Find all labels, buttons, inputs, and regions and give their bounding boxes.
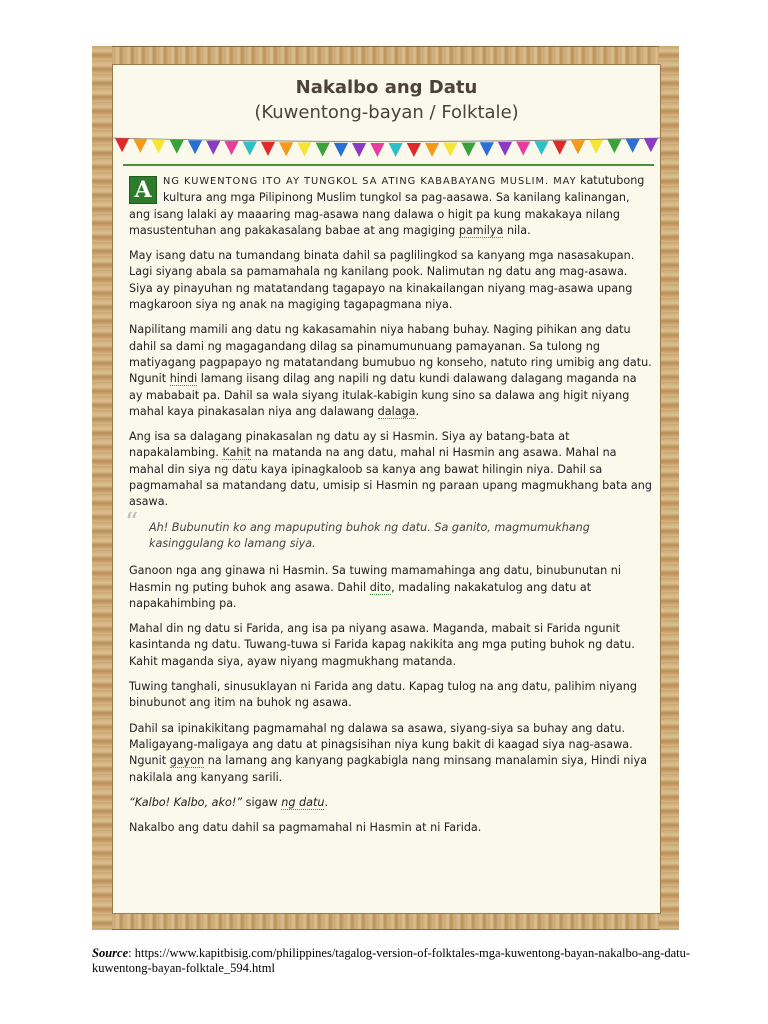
bunting-flag <box>443 143 457 157</box>
bunting-flag <box>297 142 311 156</box>
bunting-flag <box>498 142 512 156</box>
link-gayon[interactable]: gayon <box>169 754 205 768</box>
source-url[interactable]: : https://www.kapitbisig.com/philippines/tagalog-version-of-folktales-mga-kuwentong-bayan-nakalbo-ang-datu-kuwentong-bayan-folktale_594.html <box>92 946 691 975</box>
quote-text: Ah! Bubunutin ko ang mapuputing buhok ng datu. Sa ganito, magmumukhang kasinggulang ko lamang siya. <box>149 520 590 550</box>
page-subtitle: (Kuwentong-bayan / Folktale) <box>254 102 519 123</box>
bunting-flag <box>571 140 585 154</box>
link-dito[interactable]: dito <box>369 580 392 594</box>
bunting-flag <box>644 138 658 152</box>
bunting-flag <box>334 143 348 157</box>
bunting-flag <box>133 139 147 153</box>
p8-text-a: Dahil sa ipinakikitang pagmamahal ng dalawa sa asawa, siyang-siya sa buhay ang datu. Maligayang-maligaya ang datu at pinagsisihan niya kung bakit di kaagad siya nag-asawa. Ngunit <box>129 721 633 768</box>
bunting-flag <box>352 143 366 157</box>
bunting-flag <box>151 139 165 153</box>
green-divider <box>123 164 654 166</box>
bunting-flag <box>243 142 257 156</box>
p8-text-b: na lamang ang kanyang pagkabigla nang minsang manalamin siya, Hindi niya nakilala ang kanyang sarili. <box>129 754 647 784</box>
paragraph-3 <box>129 322 653 420</box>
story-body <box>125 173 653 845</box>
p3-text-a: Napilitang mamili ang datu ng kakasamahin niya habang buhay. Naging pihikan ang datu dahil sa dami ng magagandang dilag sa pinamumunuang pamayanan. Sa tulong ng matiyagang pagpapayo ng matatandang bumubuo ng konseho, natuto ring umibig ang datu. Ngunit <box>129 323 652 386</box>
bunting-decoration <box>113 135 660 159</box>
link-kahit[interactable]: Kahit <box>222 446 252 460</box>
bunting-flag <box>389 143 403 157</box>
bunting-flag <box>316 143 330 157</box>
bunting-flag <box>516 142 530 156</box>
bunting-flag <box>261 142 275 156</box>
bunting-flag <box>480 142 494 156</box>
bunting-flag <box>407 143 421 157</box>
link-dalaga[interactable]: dalaga <box>377 404 416 418</box>
paragraph-4 <box>129 429 653 510</box>
bunting-flag <box>170 140 184 154</box>
p9-end: . <box>324 795 329 809</box>
source-label: Source <box>92 946 129 960</box>
paragraph-2: May isang datu na tumandang binata dahil sa paglilingkod sa kanyang mga nasasakupan. Lagi siyang abala sa pamamahala ng kanilang pook. Nalimutan ng datu ang mag-asawa. Siya ay pinayuhan ng matatandang tagapayo na kinakailangan niyang mag-asawa upang magkaroon siya ng anak na magiging tagapagmana niya. <box>129 249 635 312</box>
bunting-flag <box>279 142 293 156</box>
bunting-flag <box>425 143 439 157</box>
intro-caps: NG KUWENTONG ITO AY TUNGKOL SA ATING KABABAYANG MUSLIM. MAY <box>163 176 577 187</box>
p4-text-a: Ang isa sa dalagang pinakasalan ng datu ay si Hasmin. Siya ay batang-bata at napakalambing. <box>129 430 570 460</box>
paragraph-10: Nakalbo ang datu dahil sa pagmamahal ni Hasmin at ni Farida. <box>129 821 482 835</box>
quote-block <box>125 507 653 553</box>
link-ng-datu[interactable]: ng datu <box>281 795 325 809</box>
p5-text-a: Ganoon nga ang ginawa ni Hasmin. Sa tuwing mamamahinga ang datu, binubunutan ni Hasmin ng puting buhok ang asawa. Dahil <box>129 564 621 594</box>
source-citation <box>92 946 692 976</box>
bunting-flag <box>224 141 238 155</box>
bunting-flag <box>115 138 129 152</box>
exclamation-quote: “Kalbo! Kalbo, ako!” <box>129 795 243 809</box>
bunting-flag <box>607 139 621 153</box>
intro-tail: nila. <box>503 223 531 237</box>
quote-mark-icon: “ <box>125 507 139 538</box>
paragraph-6: Mahal din ng datu si Farida, ang isa pa niyang asawa. Maganda, mabait si Farida ngunit kasintanda ng datu. Tuwang-tuwa si Farida kapag nakikita ang mga puting buhok ng datu. Kahit maganda siya, ayaw niyang magmukhang matanda. <box>129 622 635 668</box>
bunting-flag <box>589 140 603 154</box>
drop-cap: A <box>129 176 157 204</box>
page-title: Nakalbo ang Datu <box>295 77 478 98</box>
p5-text-b: , madaling nakakatulog ang datu at napakahimbing pa. <box>129 580 592 610</box>
paragraph-8 <box>129 721 653 786</box>
bunting-flag <box>626 139 640 153</box>
p3-text-c: . <box>415 404 420 418</box>
intro-paragraph <box>129 173 653 239</box>
bamboo-frame-right <box>659 46 679 930</box>
bunting-flag <box>188 140 202 154</box>
bunting-flag <box>206 141 220 155</box>
bunting-flag <box>553 141 567 155</box>
p4-text-b: na matanda na ang datu, mahal ni Hasmin ang asawa. Mahal na mahal din siya ng datu kaya ipinagkaloob sa kanya ang bawat hilingin niya. Dahil sa pagmamahal sa matandang datu, umisip si Hasmin ng paraan upang magmukhang bata ang asawa. <box>129 446 652 509</box>
story-page <box>112 64 661 914</box>
bunting-flag <box>461 142 475 156</box>
intro-text: katutubong kultura ang mga Pilipinong Muslim tungkol sa pag-aasawa. Sa kanilang kalinangan, ang isang lalaki ay maaaring mag-asawa nang dalawa o higit pa kung makakaya nilang masustentuhan ang pakakasalang babae at ang magiging <box>129 174 645 237</box>
link-pamilya[interactable]: pamilya <box>458 223 504 237</box>
paragraph-9 <box>129 795 653 811</box>
bamboo-frame-left <box>92 46 112 930</box>
p3-text-b: lamang iisang dilag ang napili ng datu kundi dalawang dalagang maganda na ay mababait pa. Dahil sa wala siyang itulak-kabigin kung sino sa dalawa ang higit niyang mahal kaya pinakasalan niya ang dalawang <box>129 372 637 418</box>
bunting-flag <box>370 143 384 157</box>
paragraph-5 <box>129 563 653 612</box>
p9-text: sigaw <box>242 795 282 809</box>
bunting-flag <box>534 141 548 155</box>
link-hindi[interactable]: hindi <box>169 372 198 386</box>
paragraph-7: Tuwing tanghali, sinusuklayan ni Farida ang datu. Kapag tulog na ang datu, palihim niyang binubunot ang itim na buhok ng asawa. <box>129 680 637 710</box>
